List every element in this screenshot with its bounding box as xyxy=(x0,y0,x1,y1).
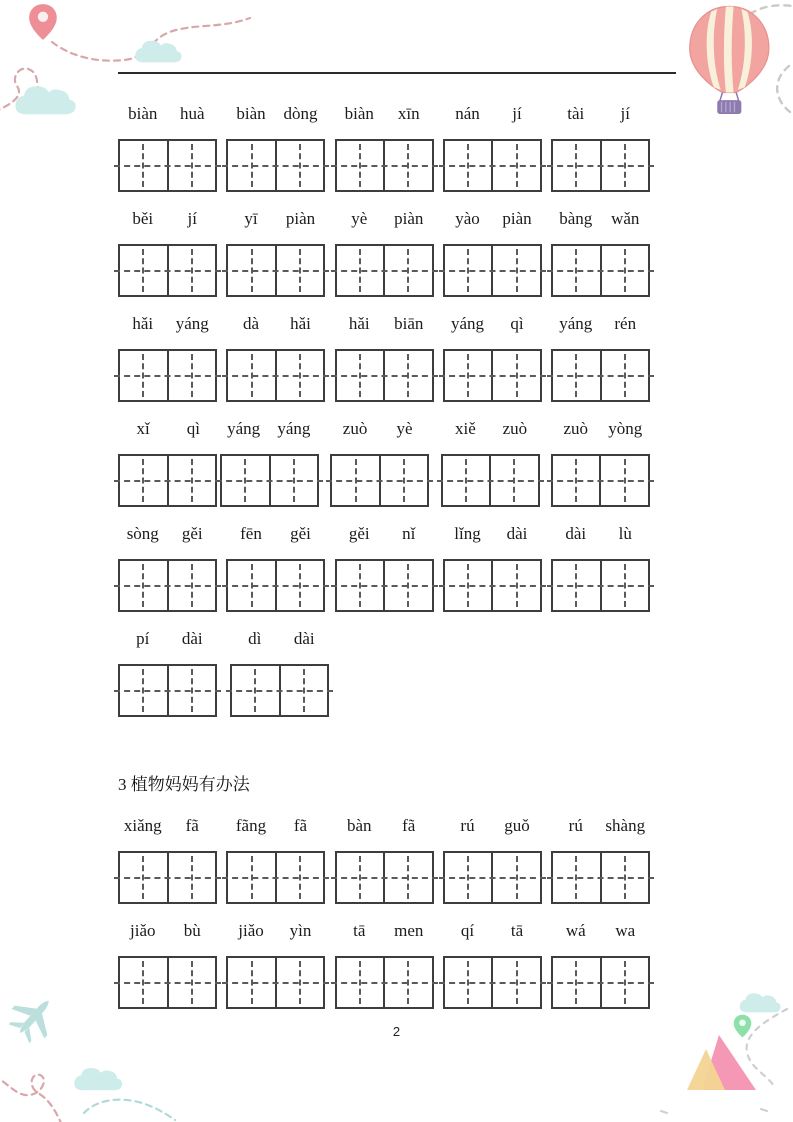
pinyin-syllable: hǎi xyxy=(348,314,370,333)
bottom-right-decoration xyxy=(630,985,793,1122)
pinyin-syllable: dài xyxy=(181,629,203,648)
pinyin-syllable: jí xyxy=(512,104,522,123)
cloud-icon xyxy=(740,993,781,1012)
pinyin-word xyxy=(335,103,434,125)
pinyin-syllable: yáng xyxy=(559,314,593,333)
pinyin-word xyxy=(118,628,217,650)
grid-cell xyxy=(553,958,600,1007)
dashed-trail-path xyxy=(0,69,50,112)
cloud-icon xyxy=(74,1068,122,1090)
writing-grid xyxy=(443,244,542,297)
grid-cell xyxy=(337,351,384,400)
pinyin-syllable: bàn xyxy=(346,816,372,835)
section-heading: 3 植物妈妈有办法 xyxy=(118,775,250,794)
writing-grid xyxy=(443,349,542,402)
pinyin-syllable: piàn xyxy=(285,209,316,228)
pinyin-word xyxy=(443,815,542,837)
grid-cell xyxy=(445,141,492,190)
grid-cell xyxy=(167,853,216,902)
pinyin-syllable: zuò xyxy=(563,419,588,438)
writing-grid xyxy=(335,559,434,612)
pinyin-syllable: wá xyxy=(565,921,586,940)
writing-grid xyxy=(118,559,217,612)
grid-cell xyxy=(337,561,384,610)
pinyin-syllable: huà xyxy=(179,104,205,123)
pinyin-syllable: yòng xyxy=(608,419,643,438)
grid-cell xyxy=(275,853,324,902)
grid-cell xyxy=(120,853,167,902)
grid-cell xyxy=(383,853,432,902)
pinyin-word xyxy=(118,208,217,230)
pinyin-word xyxy=(118,103,217,125)
grid-cell xyxy=(600,958,649,1007)
pinyin-word xyxy=(551,103,650,125)
grid-cell xyxy=(279,666,328,715)
writing-grid xyxy=(118,664,217,717)
grid-cell xyxy=(120,666,167,715)
pinyin-syllable: dài xyxy=(565,524,587,543)
pinyin-syllable: yī xyxy=(244,209,258,228)
writing-grid xyxy=(335,139,434,192)
pinyin-syllable: yáng xyxy=(450,314,485,333)
pinyin-word xyxy=(335,208,434,230)
pinyin-syllable: piàn xyxy=(394,209,424,228)
pinyin-word xyxy=(551,920,650,942)
writing-grid xyxy=(226,349,325,402)
pinyin-syllable: biān xyxy=(394,314,424,333)
writing-grid xyxy=(118,851,217,904)
writing-grid-row xyxy=(118,454,650,507)
grid-cell xyxy=(228,853,275,902)
pinyin-word xyxy=(230,628,329,650)
pinyin-syllable: biàn xyxy=(236,104,266,123)
grid-cell xyxy=(445,958,492,1007)
pinyin-label-row xyxy=(118,815,650,837)
writing-grid xyxy=(118,244,217,297)
pinyin-syllable: zuò xyxy=(342,419,368,438)
pinyin-syllable: zuò xyxy=(502,419,528,438)
pinyin-syllable: yè xyxy=(351,209,368,228)
pinyin-syllable: gěi xyxy=(181,524,203,543)
top-right-decoration xyxy=(638,0,793,140)
pinyin-syllable: jiǎo xyxy=(238,921,264,940)
grid-cell xyxy=(332,456,379,505)
cloud-icon xyxy=(15,86,75,114)
grid-cell xyxy=(222,456,269,505)
pinyin-label-row xyxy=(118,313,650,335)
map-pin-icon xyxy=(29,4,57,40)
grid-cell xyxy=(167,141,216,190)
grid-cell xyxy=(228,561,275,610)
grid-cell xyxy=(445,561,492,610)
writing-grid-row xyxy=(118,851,650,904)
pinyin-syllable: sòng xyxy=(126,524,159,543)
airplane-icon xyxy=(3,986,65,1049)
writing-grid-row xyxy=(118,956,650,1009)
writing-grid xyxy=(551,454,650,507)
pinyin-syllable: fã xyxy=(185,816,199,835)
pinyin-word xyxy=(443,208,542,230)
dashed-trail-path xyxy=(661,1109,767,1113)
grid-cell xyxy=(553,561,600,610)
pinyin-syllable: wǎn xyxy=(611,209,640,228)
grid-cell xyxy=(553,456,600,505)
pinyin-syllable: rú xyxy=(460,816,475,835)
grid-cell xyxy=(600,561,649,610)
dashed-trail-path xyxy=(52,18,250,61)
pinyin-syllable: fã xyxy=(293,816,308,835)
pinyin-syllable: hǎi xyxy=(132,314,154,333)
pinyin-syllable: jiǎo xyxy=(130,921,156,940)
grid-cell xyxy=(553,246,600,295)
pinyin-syllable: guǒ xyxy=(504,816,530,835)
grid-cell xyxy=(228,141,275,190)
grid-cell xyxy=(489,456,538,505)
pinyin-syllable: rú xyxy=(568,816,583,835)
hot-air-balloon-icon xyxy=(690,6,769,114)
pinyin-syllable: tā xyxy=(510,921,524,940)
grid-cell xyxy=(553,351,600,400)
pinyin-word xyxy=(226,523,325,545)
writing-grid xyxy=(335,244,434,297)
grid-cell xyxy=(167,958,216,1007)
pinyin-syllable: hǎi xyxy=(290,314,311,333)
writing-grid xyxy=(443,851,542,904)
grid-cell xyxy=(383,141,432,190)
pinyin-word xyxy=(330,418,429,440)
pinyin-word xyxy=(335,920,434,942)
grid-cell xyxy=(337,246,384,295)
writing-grid xyxy=(551,244,650,297)
pinyin-syllable: biàn xyxy=(128,104,158,123)
grid-cell xyxy=(491,141,540,190)
pinyin-word xyxy=(335,313,434,335)
pinyin-label-row xyxy=(118,628,650,650)
pinyin-syllable: lǐng xyxy=(454,524,481,543)
writing-grid xyxy=(551,851,650,904)
pinyin-syllable: rén xyxy=(614,314,637,333)
writing-grid xyxy=(230,664,329,717)
writing-grid-row xyxy=(118,664,650,717)
writing-grid xyxy=(226,559,325,612)
grid-cell xyxy=(275,561,324,610)
pinyin-syllable: yè xyxy=(396,419,413,438)
pinyin-word xyxy=(118,418,319,440)
pinyin-syllable: dà xyxy=(242,314,260,333)
pinyin-syllable: tài xyxy=(567,104,585,123)
grid-cell xyxy=(383,958,432,1007)
grid-cell xyxy=(167,351,216,400)
writing-grid xyxy=(443,956,542,1009)
grid-cell xyxy=(599,456,648,505)
grid-cell xyxy=(120,351,167,400)
pinyin-syllable: nǐ xyxy=(402,524,416,543)
writing-grid xyxy=(118,139,217,192)
pinyin-syllable: gěi xyxy=(290,524,311,543)
pinyin-syllable: fãng xyxy=(235,816,267,835)
writing-grid-row xyxy=(118,139,650,192)
pinyin-word xyxy=(226,920,325,942)
pinyin-syllable: yáng xyxy=(277,419,311,438)
grid-cell xyxy=(269,456,318,505)
writing-grid xyxy=(551,139,650,192)
grid-cell xyxy=(600,853,649,902)
grid-cell xyxy=(228,351,275,400)
pinyin-syllable: tā xyxy=(353,921,366,940)
page-number: 2 xyxy=(392,1024,401,1039)
pinyin-word xyxy=(551,313,650,335)
grid-cell xyxy=(553,853,600,902)
dashed-trail-path xyxy=(84,1100,175,1120)
pinyin-syllable: gěi xyxy=(348,524,370,543)
cloud-icon xyxy=(135,41,181,63)
grid-cell xyxy=(120,958,167,1007)
pinyin-word xyxy=(226,815,325,837)
grid-cell xyxy=(491,351,540,400)
pinyin-word xyxy=(443,103,542,125)
pinyin-syllable: wa xyxy=(615,921,636,940)
writing-grid xyxy=(118,349,217,402)
pinyin-word xyxy=(441,418,540,440)
sail-triangle-yellow xyxy=(687,1049,725,1090)
pinyin-syllable: xiě xyxy=(455,419,476,438)
grid-cell xyxy=(383,561,432,610)
grid-cell xyxy=(275,246,324,295)
grid-cell xyxy=(120,456,167,505)
grid-cell xyxy=(275,958,324,1007)
grid-cell xyxy=(553,141,600,190)
pinyin-syllable: yáng xyxy=(227,419,261,438)
grid-cell xyxy=(445,351,492,400)
grid-cell xyxy=(491,853,540,902)
grid-cell xyxy=(228,958,275,1007)
grid-cell xyxy=(120,561,167,610)
pinyin-syllable: xīn xyxy=(397,104,420,123)
pinyin-word xyxy=(226,103,325,125)
grid-cell xyxy=(167,246,216,295)
writing-grid xyxy=(226,851,325,904)
pinyin-label-row xyxy=(118,418,650,440)
grid-cell xyxy=(491,958,540,1007)
grid-cell xyxy=(120,141,167,190)
pinyin-syllable: yìn xyxy=(289,921,312,940)
pinyin-word xyxy=(118,920,217,942)
pinyin-word xyxy=(226,208,325,230)
writing-grid xyxy=(220,454,319,507)
writing-grid-row xyxy=(118,244,650,297)
grid-cell xyxy=(443,456,490,505)
grid-cell xyxy=(445,246,492,295)
grid-cell xyxy=(337,853,384,902)
pinyin-word xyxy=(443,313,542,335)
pinyin-syllable: qì xyxy=(510,314,524,333)
dashed-trail-path xyxy=(750,5,792,14)
pinyin-syllable: bù xyxy=(183,921,201,940)
pinyin-word xyxy=(118,523,217,545)
grid-cell xyxy=(600,141,649,190)
pinyin-word xyxy=(443,523,542,545)
writing-grid xyxy=(226,244,325,297)
dashed-trail-path xyxy=(777,66,790,112)
pinyin-syllable: běi xyxy=(132,209,154,228)
pinyin-word xyxy=(118,815,217,837)
pinyin-label-row xyxy=(118,523,650,545)
pinyin-syllable: lù xyxy=(618,524,632,543)
writing-grid xyxy=(441,454,540,507)
grid-cell xyxy=(167,666,216,715)
writing-grid xyxy=(335,956,434,1009)
grid-cell xyxy=(275,351,324,400)
writing-grid xyxy=(443,139,542,192)
pinyin-word xyxy=(226,313,325,335)
grid-cell xyxy=(491,246,540,295)
grid-cell xyxy=(337,958,384,1007)
pinyin-word xyxy=(118,313,217,335)
grid-cell xyxy=(383,351,432,400)
grid-cell xyxy=(445,853,492,902)
grid-cell xyxy=(491,561,540,610)
pinyin-syllable: jí xyxy=(620,104,630,123)
grid-cell xyxy=(600,246,649,295)
pinyin-syllable: jí xyxy=(187,209,197,228)
grid-cell xyxy=(232,666,279,715)
pinyin-syllable: biàn xyxy=(344,104,374,123)
pinyin-syllable: men xyxy=(394,921,424,940)
grid-cell xyxy=(167,561,216,610)
pinyin-syllable: dòng xyxy=(283,104,318,123)
writing-grid xyxy=(226,956,325,1009)
grid-cell xyxy=(600,351,649,400)
pinyin-syllable: qí xyxy=(460,921,475,940)
writing-grid xyxy=(335,349,434,402)
pinyin-syllable: xiǎng xyxy=(123,816,162,835)
grid-cell xyxy=(379,456,428,505)
pinyin-syllable: yào xyxy=(455,209,480,228)
pinyin-word xyxy=(335,815,434,837)
writing-grid xyxy=(551,559,650,612)
pinyin-syllable: fã xyxy=(402,816,416,835)
grid-cell xyxy=(228,246,275,295)
pinyin-word xyxy=(551,208,650,230)
pinyin-label-row xyxy=(118,103,650,125)
writing-grid xyxy=(226,139,325,192)
writing-grid xyxy=(443,559,542,612)
pinyin-word xyxy=(443,920,542,942)
pinyin-syllable: qì xyxy=(186,419,200,438)
writing-grid xyxy=(118,454,217,507)
pinyin-syllable: dài xyxy=(506,524,528,543)
pinyin-label-row xyxy=(118,208,650,230)
grid-cell xyxy=(167,456,216,505)
pinyin-syllable: nán xyxy=(455,104,480,123)
grid-cell xyxy=(120,246,167,295)
grid-cell xyxy=(275,141,324,190)
pinyin-syllable: dì xyxy=(248,629,262,648)
grid-cell xyxy=(383,246,432,295)
pinyin-syllable: xǐ xyxy=(136,419,150,438)
dashed-trail-path xyxy=(0,1075,62,1122)
sail-triangle-pink xyxy=(702,1035,756,1090)
pinyin-syllable: piàn xyxy=(502,209,532,228)
dashed-trail-path xyxy=(747,1009,787,1086)
pinyin-syllable: dài xyxy=(293,629,315,648)
pinyin-word xyxy=(551,523,650,545)
pinyin-syllable: fēn xyxy=(240,524,262,543)
writing-grid xyxy=(330,454,429,507)
header-rule xyxy=(118,72,676,74)
writing-grid-row xyxy=(118,349,650,402)
pinyin-syllable: bàng xyxy=(559,209,593,228)
writing-grid xyxy=(118,956,217,1009)
worksheet-content xyxy=(118,103,650,1025)
pinyin-syllable: pí xyxy=(136,629,150,648)
pinyin-label-row xyxy=(118,920,650,942)
writing-grid-row xyxy=(118,559,650,612)
writing-grid-pair xyxy=(118,454,319,507)
pinyin-word xyxy=(551,418,650,440)
pinyin-syllable: shàng xyxy=(605,816,646,835)
pinyin-syllable: yáng xyxy=(175,314,209,333)
writing-grid xyxy=(551,956,650,1009)
grid-cell xyxy=(337,141,384,190)
pinyin-word xyxy=(335,523,434,545)
writing-grid xyxy=(551,349,650,402)
pinyin-word xyxy=(551,815,650,837)
writing-grid xyxy=(335,851,434,904)
